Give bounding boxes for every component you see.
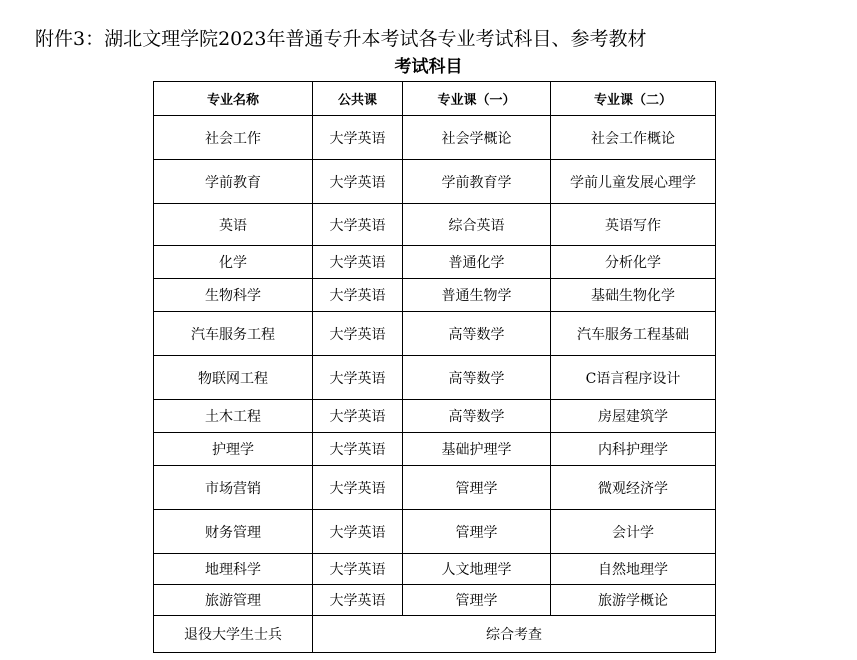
major-cell: 化学	[154, 246, 313, 279]
table-row	[154, 510, 716, 554]
public-course-cell: 大学英语	[313, 466, 403, 510]
major-course-1-cell: 普通生物学	[403, 279, 551, 312]
comprehensive-exam-cell: 综合考查	[313, 616, 716, 653]
document-title: 附件3：湖北文理学院2023年普通专升本考试各专业考试科目、参考教材	[35, 28, 647, 50]
major-cell: 物联网工程	[154, 356, 313, 400]
major-course-2-cell: 自然地理学	[551, 554, 716, 585]
major-course-1-cell: 学前教育学	[403, 160, 551, 204]
table-row	[154, 400, 716, 433]
public-course-cell: 大学英语	[313, 356, 403, 400]
table-row	[154, 312, 716, 356]
major-cell: 财务管理	[154, 510, 313, 554]
major-cell: 汽车服务工程	[154, 312, 313, 356]
major-course-2-cell: 社会工作概论	[551, 116, 716, 160]
major-course-1-cell: 高等数学	[403, 312, 551, 356]
table-row	[154, 116, 716, 160]
table-row	[154, 433, 716, 466]
major-cell: 旅游管理	[154, 585, 313, 616]
major-course-1-cell: 社会学概论	[403, 116, 551, 160]
major-cell: 学前教育	[154, 160, 313, 204]
header-major-course-2: 专业课（二）	[551, 82, 716, 116]
major-course-1-cell: 管理学	[403, 585, 551, 616]
major-course-1-cell: 基础护理学	[403, 433, 551, 466]
table-row-veterans	[154, 616, 716, 653]
major-course-1-cell: 高等数学	[403, 400, 551, 433]
major-cell: 社会工作	[154, 116, 313, 160]
major-course-2-cell: 房屋建筑学	[551, 400, 716, 433]
major-course-2-cell: 分析化学	[551, 246, 716, 279]
major-course-1-cell: 综合英语	[403, 204, 551, 246]
major-course-2-cell: 英语写作	[551, 204, 716, 246]
major-cell: 市场营销	[154, 466, 313, 510]
public-course-cell: 大学英语	[313, 204, 403, 246]
major-cell: 土木工程	[154, 400, 313, 433]
table-row	[154, 554, 716, 585]
major-cell: 地理科学	[154, 554, 313, 585]
table-row	[154, 466, 716, 510]
major-course-1-cell: 管理学	[403, 466, 551, 510]
table-header-row	[154, 82, 716, 116]
major-course-1-cell: 普通化学	[403, 246, 551, 279]
header-major-course-1: 专业课（一）	[403, 82, 551, 116]
public-course-cell: 大学英语	[313, 433, 403, 466]
public-course-cell: 大学英语	[313, 116, 403, 160]
public-course-cell: 大学英语	[313, 400, 403, 433]
public-course-cell: 大学英语	[313, 160, 403, 204]
table-row	[154, 160, 716, 204]
table-row	[154, 356, 716, 400]
major-course-2-cell: 微观经济学	[551, 466, 716, 510]
public-course-cell: 大学英语	[313, 585, 403, 616]
public-course-cell: 大学英语	[313, 246, 403, 279]
major-course-2-cell: C语言程序设计	[551, 356, 716, 400]
public-course-cell: 大学英语	[313, 510, 403, 554]
public-course-cell: 大学英语	[313, 554, 403, 585]
major-cell: 退役大学生士兵	[154, 616, 313, 653]
table-row	[154, 279, 716, 312]
major-course-2-cell: 内科护理学	[551, 433, 716, 466]
major-course-1-cell: 高等数学	[403, 356, 551, 400]
major-course-2-cell: 学前儿童发展心理学	[551, 160, 716, 204]
table-row	[154, 204, 716, 246]
exam-subjects-table	[153, 81, 716, 653]
major-course-1-cell: 人文地理学	[403, 554, 551, 585]
public-course-cell: 大学英语	[313, 279, 403, 312]
header-public-course: 公共课	[313, 82, 403, 116]
section-subtitle: 考试科目	[394, 57, 463, 77]
major-cell: 护理学	[154, 433, 313, 466]
major-course-2-cell: 基础生物化学	[551, 279, 716, 312]
major-course-1-cell: 管理学	[403, 510, 551, 554]
major-course-2-cell: 汽车服务工程基础	[551, 312, 716, 356]
major-course-2-cell: 会计学	[551, 510, 716, 554]
major-course-2-cell: 旅游学概论	[551, 585, 716, 616]
major-cell: 生物科学	[154, 279, 313, 312]
header-major: 专业名称	[154, 82, 313, 116]
table-row	[154, 585, 716, 616]
major-cell: 英语	[154, 204, 313, 246]
table-row	[154, 246, 716, 279]
public-course-cell: 大学英语	[313, 312, 403, 356]
